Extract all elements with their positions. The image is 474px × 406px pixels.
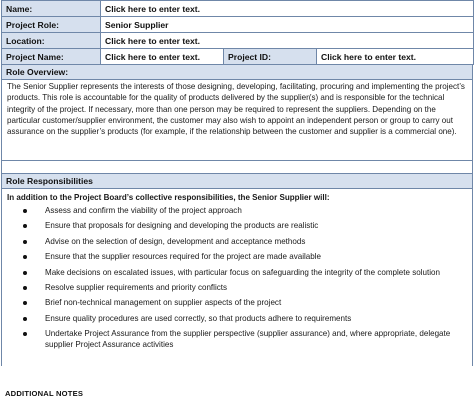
list-item: Ensure quality procedures are used correctly, so that products adhere to requirements bbox=[22, 314, 466, 324]
responsibilities-intro: In addition to the Project Board’s collective responsibilities, the Senior Supplier will: bbox=[7, 193, 330, 202]
project-id-field[interactable]: Click here to enter text. bbox=[317, 49, 474, 65]
bullet-icon bbox=[23, 286, 27, 290]
location-field[interactable]: Click here to enter text. bbox=[101, 33, 474, 49]
list-item: Brief non-technical management on supplier aspects of the project bbox=[22, 298, 466, 308]
project-role-label: Project Role: bbox=[2, 17, 101, 33]
bullet-icon bbox=[23, 209, 27, 213]
bullet-icon bbox=[23, 240, 27, 244]
project-id-label: Project ID: bbox=[224, 49, 317, 65]
name-field[interactable]: Click here to enter text. bbox=[101, 1, 474, 17]
list-item: Make decisions on escalated issues, with particular focus on safeguarding the integrity of the complete solution bbox=[22, 268, 466, 278]
name-label: Name: bbox=[2, 1, 101, 17]
list-item: Ensure that proposals for designing and developing the products are realistic bbox=[22, 221, 466, 231]
bullet-icon bbox=[23, 224, 27, 228]
bullet-icon bbox=[23, 255, 27, 259]
list-item: Resolve supplier requirements and priority conflicts bbox=[22, 283, 466, 293]
additional-notes-heading: ADDITIONAL NOTES bbox=[5, 389, 84, 398]
role-overview-heading: Role Overview: bbox=[1, 65, 473, 80]
role-description-document bbox=[1, 0, 473, 366]
list-item: Ensure that the supplier resources required for the project are made available bbox=[22, 252, 466, 262]
bullet-icon bbox=[23, 301, 27, 305]
bullet-icon bbox=[23, 332, 27, 336]
bullet-icon bbox=[23, 317, 27, 321]
name-row bbox=[2, 1, 474, 17]
responsibilities-list bbox=[7, 206, 466, 350]
role-responsibilities-body bbox=[1, 189, 473, 366]
role-responsibilities-heading: Role Responsibilities bbox=[1, 173, 473, 189]
project-role-field[interactable]: Senior Supplier bbox=[101, 17, 474, 33]
project-name-label: Project Name: bbox=[2, 49, 101, 65]
project-info-table bbox=[1, 0, 474, 65]
project-name-row bbox=[2, 49, 474, 65]
list-item: Assess and confirm the viability of the project approach bbox=[22, 206, 466, 216]
list-item: Undertake Project Assurance from the supplier perspective (supplier assurance) and, where appropriate, delegate supplier Project Assurance activities bbox=[22, 329, 466, 350]
list-item: Advise on the selection of design, development and acceptance methods bbox=[22, 237, 466, 247]
location-row bbox=[2, 33, 474, 49]
project-role-row bbox=[2, 17, 474, 33]
bullet-icon bbox=[23, 271, 27, 275]
spacer bbox=[1, 161, 473, 173]
location-label: Location: bbox=[2, 33, 101, 49]
project-name-field[interactable]: Click here to enter text. bbox=[101, 49, 224, 65]
role-overview-text: The Senior Supplier represents the interests of those designing, developing, facilitating, procuring and implementing the project’s products. This role is accountable for the quality of products delivered by the supplier(s) and is responsible for the technical integrity of the project. If necessary, more than one person may be required to represent the suppliers. Depending on the particular customer/supplier environment, the customer may also wish to appoint an independent person or group to carry out assurance on the supplier’s products (for example, if the relationship between the customer and supplier is a commercial one). bbox=[1, 80, 473, 161]
